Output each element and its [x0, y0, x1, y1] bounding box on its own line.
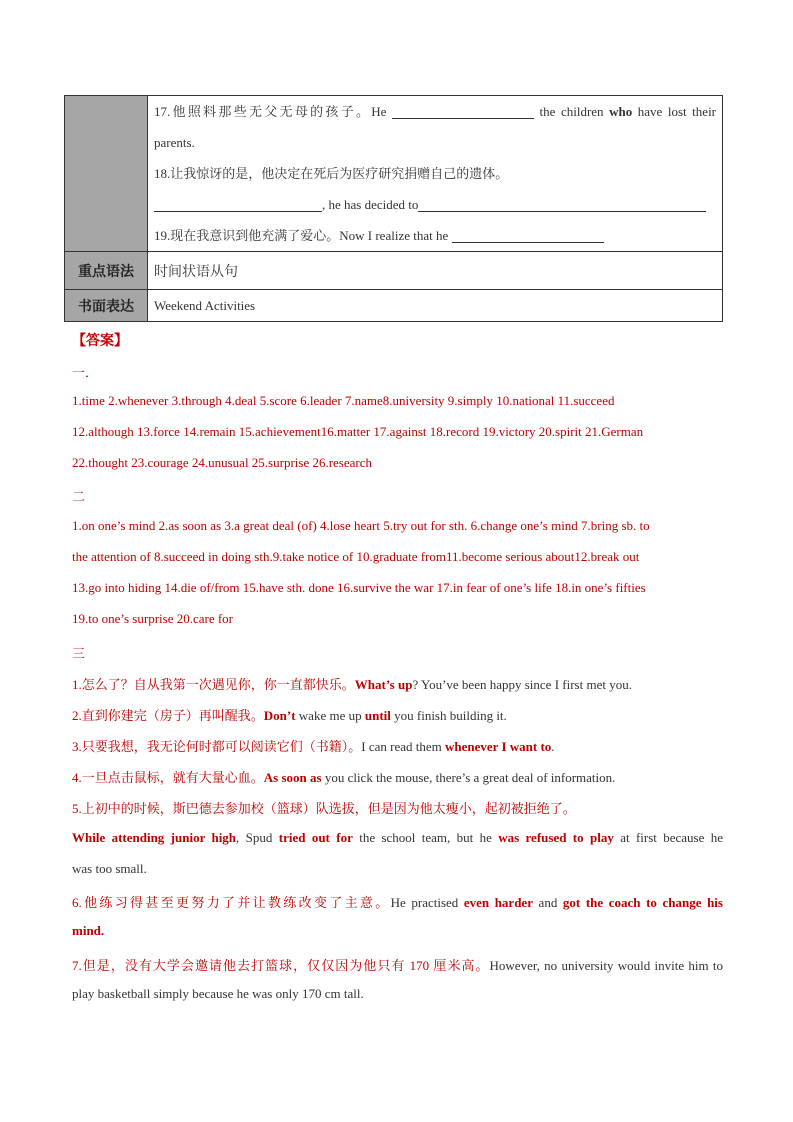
sentence-6 [72, 892, 723, 911]
s3-mid: I can read them [361, 739, 445, 754]
s6-key3: mind. [72, 923, 105, 938]
s2-mid: wake me up [295, 708, 365, 723]
part2-line: 13.go into hiding 14.die of/from 15.have sth. done 16.survive the war 17.in fear of one’s life 18.in one’s fifties [72, 580, 646, 595]
q17-text-c: have lost their [637, 104, 717, 119]
s5-key2: tried out for [278, 830, 353, 845]
s3-key: whenever I want to [445, 739, 552, 754]
part1-heading: 一． [72, 365, 99, 380]
s1-cn: 1.怎么了？自从我第一次遇见你，你一直都快乐。 [72, 677, 355, 692]
sentence-2 [72, 705, 507, 724]
part1-line: 1.time 2.whenever 3.through 4.deal 5.score 6.leader 7.name8.university 9.simply 10.national 11.succeed [72, 393, 615, 408]
sentence-6-line2 [72, 923, 104, 939]
sentence-1 [72, 674, 632, 693]
s5-key3: was refused to play [498, 830, 614, 845]
s2-cn: 2.直到你建完（房子）再叫醒我。 [72, 708, 264, 723]
q19-text: 19.现在我意识到他充满了爱心。Now I realize that he [154, 228, 449, 243]
q18-blank-a [154, 197, 322, 212]
s4-key: As soon as [263, 770, 322, 785]
s6-mid2: and [532, 895, 563, 910]
part2-line: the attention of 8.succeed in doing sth.9.take notice of 10.graduate from11.become serious about12.break out [72, 549, 640, 564]
s5-mid1: , Spud [236, 830, 279, 845]
q18-line2 [154, 189, 716, 220]
s5-mid2: the school team, but he [352, 830, 499, 845]
part2-line: 1.on one’s mind 2.as soon as 3.a great deal (of) 4.lose heart 5.try out for sth. 6.change one’s mind 7.bring sb. to [72, 518, 650, 533]
part2-line: 19.to one’s surprise 20.care for [72, 611, 234, 626]
sentence-4 [72, 767, 615, 786]
part2-heading: 二 [72, 489, 86, 504]
q17-text: 17.他照料那些无父无母的孩子。He [154, 104, 387, 119]
part3-heading: 三 [72, 646, 86, 661]
s4-rest: you click the mouse, there’s a great deal of information. [321, 770, 616, 785]
s6-key1: even harder [463, 895, 533, 910]
sentence-7 [72, 955, 723, 974]
q18-text-b: , he has decided to [322, 197, 419, 212]
exercise-table [64, 95, 723, 322]
row-translation [65, 96, 723, 252]
writing-value: Weekend Activities [148, 290, 723, 322]
row-grammar [65, 252, 723, 290]
s1-key: What’s up [354, 677, 413, 692]
grammar-value: 时间状语从句 [148, 252, 723, 290]
s6-cn: 6.他练习得甚至更努力了并让教练改变了主意。 [72, 895, 391, 910]
q19-line [154, 220, 716, 251]
s5-cn: 5.上初中的时候，斯巴德去参加校（篮球）队选拔，但是因为他太瘦小，起初被拒绝了。 [72, 801, 576, 816]
answer-title: 【答案】 [72, 334, 128, 349]
sentence-5 [72, 830, 723, 846]
translation-cell [148, 96, 723, 252]
s2-rest: you finish building it. [390, 708, 507, 723]
row-label-empty [65, 96, 148, 252]
sentence-3 [72, 736, 555, 755]
s7-cn: 7.但是，没有大学会邀请他去打篮球，仅仅因为他只有 170 厘米高。 [72, 958, 490, 973]
s5-line2: was too small. [72, 861, 147, 876]
s7-line2: play basketball simply because he was only 170 cm tall. [72, 986, 364, 1001]
q19-blank [452, 228, 604, 243]
row-writing [65, 290, 723, 322]
q17-text-b: the children [539, 104, 604, 119]
s4-cn: 4.一旦点击鼠标，就有大量心血。 [72, 770, 264, 785]
s2-key1: Don’t [263, 708, 296, 723]
s1-rest: ? You’ve been happy since I first met you. [412, 677, 632, 692]
s3-cn: 3.只要我想，我无论何时都可以阅读它们（书籍）。 [72, 739, 362, 754]
s2-key2: until [364, 708, 391, 723]
s6-mid: He practised [390, 895, 464, 910]
s5-key1: While attending junior high [72, 830, 237, 845]
q18-line: 18.让我惊讶的是，他决定在死后为医疗研究捐赠自己的遗体。 [154, 166, 509, 181]
q17-blank [392, 104, 534, 119]
grammar-label: 重点语法 [65, 252, 148, 290]
s3-rest: . [551, 739, 555, 754]
part1-line: 22.thought 23.courage 24.unusual 25.surprise 26.research [72, 455, 373, 470]
q17-line2: parents. [154, 135, 195, 150]
q17-who: who [609, 104, 633, 119]
s6-key2: got the coach to change his [562, 895, 723, 910]
s5-mid3: at first because he [613, 830, 724, 845]
part1-line: 12.although 13.force 14.remain 15.achievement16.matter 17.against 18.record 19.victory 20.spirit 21.German [72, 424, 644, 439]
s7-rest: However, no university would invite him to [489, 958, 723, 973]
q18-blank-b [418, 197, 706, 212]
q17-line [154, 96, 716, 127]
writing-label: 书面表达 [65, 290, 148, 322]
